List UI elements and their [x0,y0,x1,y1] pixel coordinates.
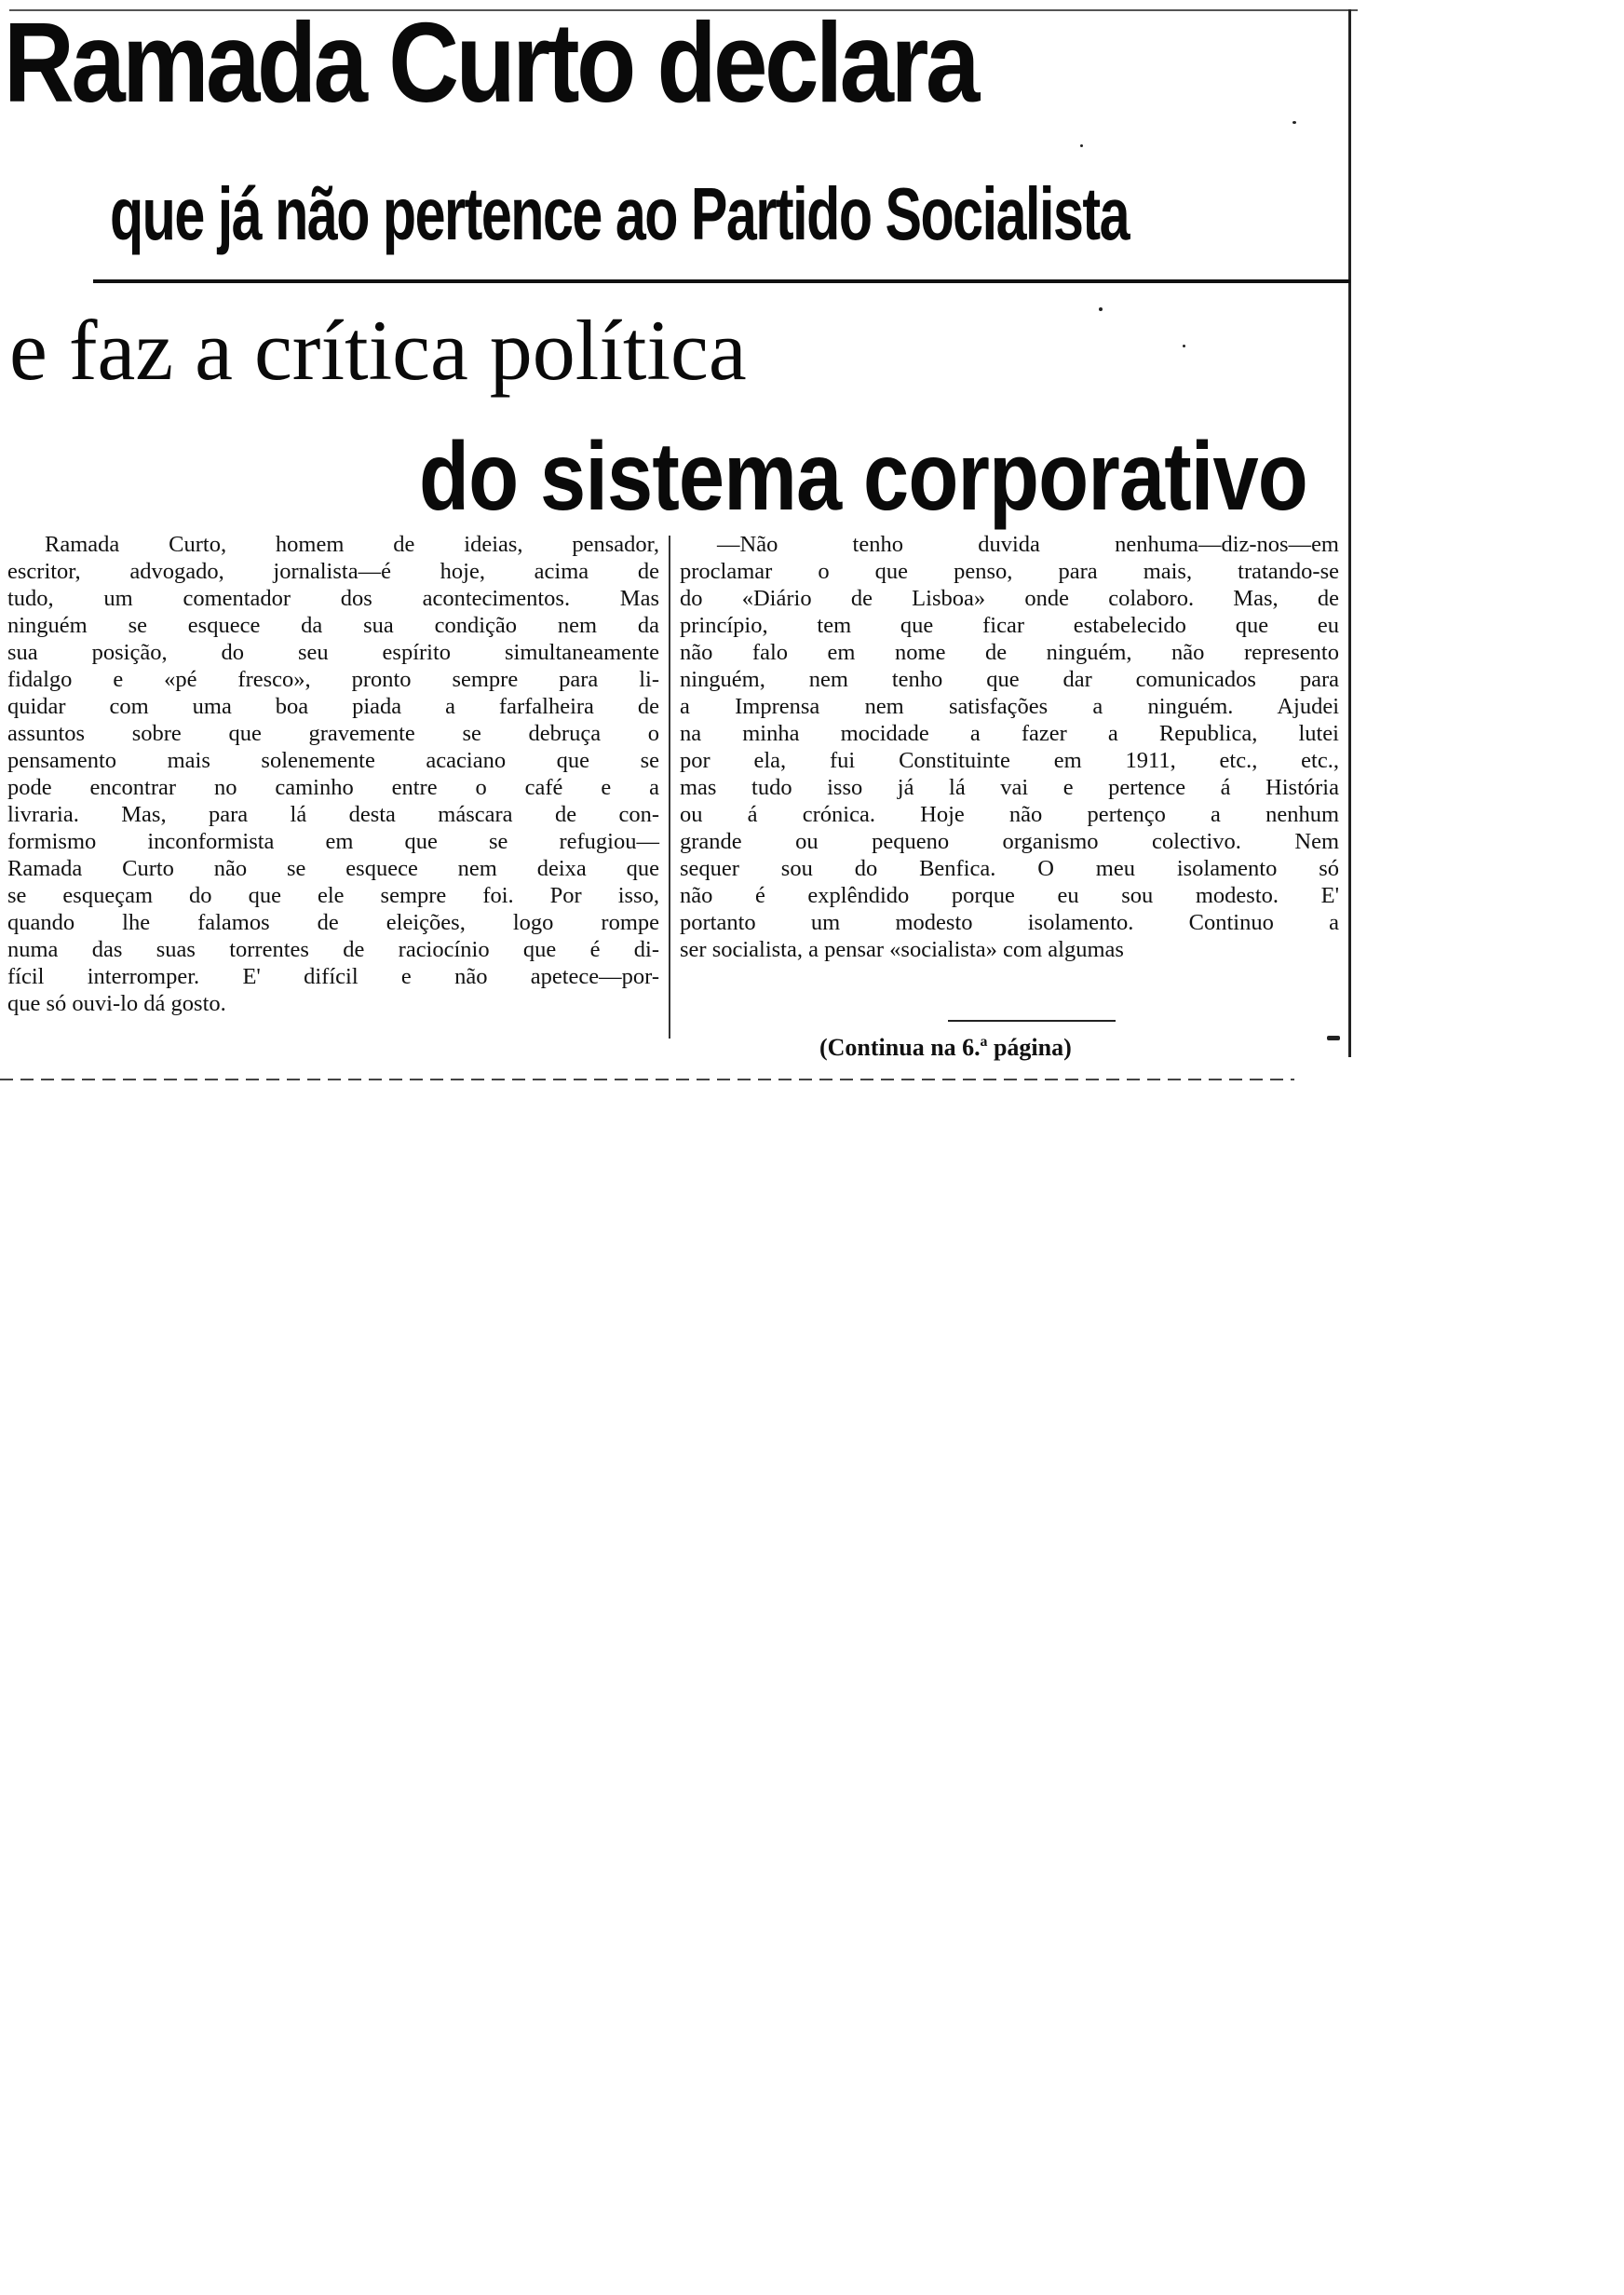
headline-underline [93,279,1350,283]
article-line: formismo inconformista em que se refugiou— [7,829,659,854]
article-line: a Imprensa nem satisfações a ninguém. Ajudei [680,694,1339,719]
print-speck [1099,307,1103,311]
article-line: princípio, tem que ficar estabelecido que eu [680,613,1339,638]
article-line: na minha mocidade a fazer a Republica, lutei [680,721,1339,746]
headline-sub-1: que já não pertence ao Partido Socialista [110,172,1130,255]
article-line: não falo em nome de ninguém, não represento [680,640,1339,665]
article-line: do «Diário de Lisboa» onde colaboro. Mas, de [680,586,1339,611]
article-line: portanto um modesto isolamento. Continuo a [680,910,1339,935]
article-line: escritor, advogado, jornalista—é hoje, acima de [7,559,659,584]
article-line: Ramada Curto, homem de ideias, pensador, [45,532,659,557]
print-speck [1292,121,1296,124]
article-line: tudo, um comentador dos acontecimentos. Mas [7,586,659,611]
article-line: sequer sou do Benfica. O meu isolamento só [680,856,1339,881]
article-line: Ramada Curto não se esquece nem deixa que [7,856,659,881]
article-line: quidar com uma boa piada a farfalheira de [7,694,659,719]
print-speck [1327,1036,1340,1040]
article-line: se esqueçam do que ele sempre foi. Por isso, [7,883,659,908]
article-column-right [680,531,1339,963]
article-line: fidalgo e «pé fresco», pronto sempre para li- [7,667,659,692]
article-line: grande ou pequeno organismo colectivo. Nem [680,829,1339,854]
article-line: por ela, fui Constituinte em 1911, etc., etc., [680,748,1339,773]
print-speck [1183,345,1185,347]
headline-main: Ramada Curto declara [4,0,977,126]
article-line: ou á crónica. Hoje não pertenço a nenhum [680,802,1339,827]
article-line: proclamar o que penso, para mais, tratando-se [680,559,1339,584]
article-line: sua posição, do seu espírito simultaneamente [7,640,659,665]
article-line: numa das suas torrentes de raciocínio que é di- [7,937,659,962]
print-speck [1080,144,1083,147]
article-line: mas tudo isso já lá vai e pertence á História [680,775,1339,800]
article-line: pensamento mais solenemente acaciano que se [7,748,659,773]
article-line: —Não tenho duvida nenhuma—diz-nos—em [717,532,1339,557]
newspaper-clipping [0,0,1360,1090]
article-line: pode encontrar no caminho entre o café e a [7,775,659,800]
headline-sub-2: e faz a crítica política [9,303,747,398]
article-line: quando lhe falamos de eleições, logo rompe [7,910,659,935]
headline-sub-3: do sistema corporativo [419,423,1307,531]
article-line: assuntos sobre que gravemente se debruça o [7,721,659,746]
continuation-note: (Continua na 6.ª página) [819,1034,1072,1061]
article-line: não é explêndido porque eu sou modesto. E' [680,883,1339,908]
column-divider [669,536,670,1039]
article-line: livraria. Mas, para lá desta máscara de con- [7,802,659,827]
bottom-cut-line [0,1079,1294,1080]
article-column-left [7,531,659,1017]
article-line: que só ouvi-lo dá gosto. [7,991,226,1016]
article-line: ninguém, nem tenho que dar comunicados para [680,667,1339,692]
continuation-rule [948,1020,1116,1022]
article-line: ser socialista, a pensar «socialista» com algumas [680,937,1124,962]
article-line: fícil interromper. E' difícil e não apetece—por- [7,964,659,989]
article-line: ninguém se esquece da sua condição nem da [7,613,659,638]
right-border-rule [1348,9,1351,1057]
